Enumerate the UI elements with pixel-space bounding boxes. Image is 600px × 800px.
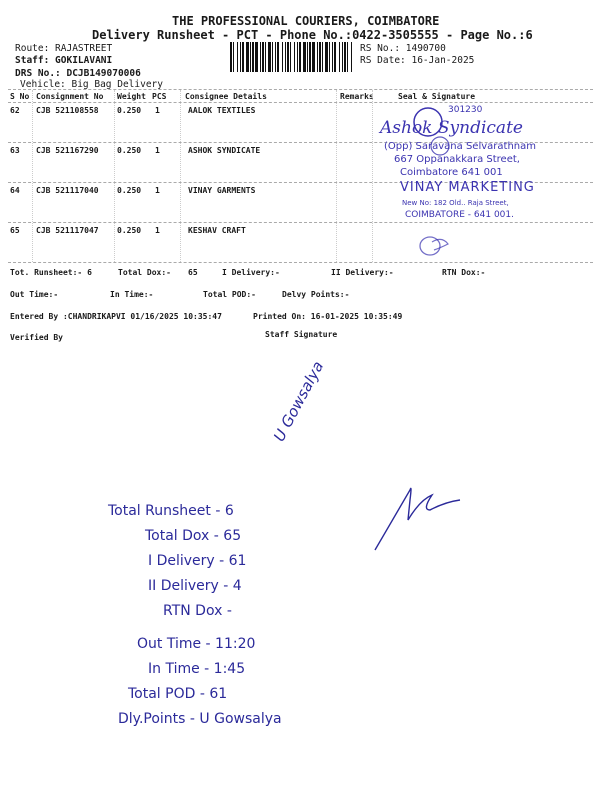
handwritten-note-line: Total Dox - 65 (145, 528, 242, 544)
handwritten-note-line: Total Runsheet - 6 (108, 503, 234, 519)
cell-pcs: 1 (155, 106, 160, 115)
i-delivery: I Delivery:- (222, 268, 280, 277)
cell-weight: 0.250 (117, 146, 142, 155)
col-pcs: PCS (152, 92, 167, 101)
divider (8, 89, 593, 90)
cell-consignment: CJB 521167290 (36, 146, 99, 155)
cell-sno: 63 (10, 146, 20, 155)
cell-consignee: ASHOK SYNDICATE (188, 146, 261, 155)
handwritten-note-line: Out Time - 11:20 (137, 636, 256, 652)
delvy-points: Delvy Points:- (282, 290, 350, 299)
col-remarks: Remarks (340, 92, 374, 101)
handwritten-note-line: II Delivery - 4 (148, 578, 242, 594)
cell-consignment: CJB 521117047 (36, 226, 99, 235)
cell-consignment: CJB 521108558 (36, 106, 99, 115)
stamp-vinay-line: COIMBATORE - 641 001. (405, 210, 514, 220)
stamp-initials: 301230 (448, 105, 483, 115)
cell-sno: 62 (10, 106, 20, 115)
staff-signature: U Gowsalya (270, 358, 328, 445)
cell-weight: 0.250 (117, 226, 142, 235)
col-sno: S No (10, 92, 30, 101)
cell-pcs: 1 (155, 226, 160, 235)
barcode (230, 42, 355, 72)
row-divider (8, 222, 593, 223)
stamp-scribbles (380, 100, 500, 270)
col-seal: Seal & Signature (398, 92, 476, 101)
cell-sno: 64 (10, 186, 20, 195)
handwritten-note-line: RTN Dox - (163, 603, 232, 619)
col-consignment: Consignment No (36, 92, 104, 101)
col-consignee: Consignee Details (185, 92, 267, 101)
cell-consignee: AALOK TEXTILES (188, 106, 256, 115)
check-mark-scribble (370, 480, 470, 560)
total-dox-value: 65 (188, 268, 198, 277)
printed-on: Printed On: 16-01-2025 10:35:49 (253, 312, 403, 321)
row-divider (8, 262, 593, 263)
stamp-ashok-line: (Opp) Saravana Selvarathnam (384, 141, 536, 152)
rtn-dox: RTN Dox:- (442, 268, 486, 277)
out-time: Out Time:- (10, 290, 59, 299)
ii-delivery: II Delivery:- (331, 268, 394, 277)
handwritten-note-line: Dly.Points - U Gowsalya (118, 711, 282, 727)
cell-weight: 0.250 (117, 106, 142, 115)
rs-date: RS Date: 16-Jan-2025 (360, 55, 475, 66)
cell-consignee: VINAY GARMENTS (188, 186, 256, 195)
total-dox-label: Total Dox:- (118, 268, 171, 277)
vehicle: Vehicle: Big Bag Delivery (20, 79, 163, 90)
stamp-vinay-name: VINAY MARKETING (400, 180, 535, 195)
tot-runsheet: Tot. Runsheet:- 6 (10, 268, 92, 277)
cell-pcs: 1 (155, 146, 160, 155)
stamp-vinay-line: New No: 182 Old.. Raja Street, (402, 199, 509, 207)
divider (8, 102, 593, 103)
runsheet-subtitle: Delivery Runsheet - PCT - Phone No.:0422-3505555 - Page No.:6 (92, 28, 533, 42)
company-title: THE PROFESSIONAL COURIERS, COIMBATORE (172, 14, 440, 28)
cell-sno: 65 (10, 226, 20, 235)
verified-by: Verified By (10, 333, 63, 342)
handwritten-note-line: In Time - 1:45 (148, 661, 246, 677)
cell-consignee: KESHAV CRAFT (188, 226, 246, 235)
handwritten-note-line: I Delivery - 61 (148, 553, 247, 569)
cell-weight: 0.250 (117, 186, 142, 195)
total-pod: Total POD:- (203, 290, 256, 299)
cell-consignment: CJB 521117040 (36, 186, 99, 195)
staff-signature-label: Staff Signature (265, 330, 338, 339)
stamp-ashok-name: Ashok Syndicate (380, 118, 523, 138)
cell-pcs: 1 (155, 186, 160, 195)
col-weight: Weight (117, 92, 146, 101)
drs-no: DRS No.: DCJB149070006 (15, 68, 141, 79)
stamp-ashok-line: Coimbatore 641 001 (400, 167, 503, 178)
in-time: In Time:- (110, 290, 154, 299)
rs-no: RS No.: 1490700 (360, 43, 446, 54)
entered-by: Entered By :CHANDRIKAPVI 01/16/2025 10:35:47 (10, 312, 222, 321)
staff: Staff: GOKILAVANI (15, 55, 113, 66)
route: Route: RAJASTREET (15, 43, 113, 54)
stamp-ashok-line: 667 Oppanakkara Street, (394, 154, 520, 165)
handwritten-note-line: Total POD - 61 (128, 686, 228, 702)
